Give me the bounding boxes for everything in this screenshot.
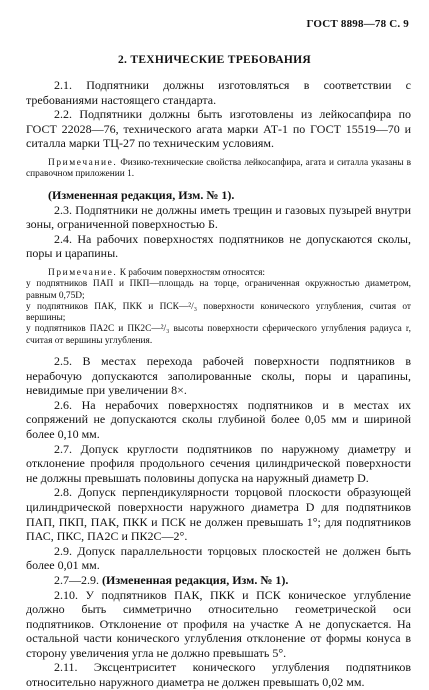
note-2-label: Примечание. — [48, 267, 118, 278]
edition-note-2-range: 2.7—2.9. — [54, 572, 99, 587]
paragraph-2-3: 2.3. Подпятники не должны иметь трещин и газовых пузырей внутри зоны, ограниченной поверхностью Б. — [26, 202, 411, 232]
note-2-line-1: у подпятников ПАП и ПКП—площадь на торце, ограниченная окружностью диаметром, равным 0,75D; — [26, 279, 411, 301]
note-2-line-2: у подпятников ПАК, ПКК и ПСК—²/₃ поверхности конического углубления, считая от вершины; — [26, 301, 411, 324]
note-2-line-3: у подпятников ПА2С и ПК2С—²/₃ высоты поверхности сферического углубления радиуса r, считая от вершины углубления. — [26, 324, 411, 346]
edition-note-1: (Измененная редакция, Изм. № 1). — [48, 187, 235, 202]
section-title: 2. ТЕХНИЧЕСКИЕ ТРЕБОВАНИЯ — [117, 54, 312, 66]
paragraph-2-4: 2.4. На рабочих поверхностях подпятников не допускаются сколы, поры и царапины. — [26, 231, 411, 261]
note-1-label: Примечание. — [48, 157, 118, 168]
page-header: ГОСТ 8898—78 С. 9 — [306, 18, 409, 30]
note-1 — [26, 158, 411, 181]
paragraph-2-1: 2.1. Подпятники должны изготовляться в соответствии с требованиями настоящего стандарта. — [26, 78, 411, 107]
paragraph-2-9: 2.9. Допуск параллельности торцовых плоскостей не должен быть более 0,01 мм. — [26, 543, 411, 573]
paragraph-2-11: 2.11. Эксцентриситет конического углубления подпятников относительно наружного диаметра не должен превышать 0,02 мм. — [26, 660, 411, 690]
edition-note-2 — [26, 573, 411, 588]
note-2 — [26, 268, 411, 347]
paragraph-2-2: 2.2. Подпятники должны быть изготовлены из лейкосапфира по ГОСТ 22028—76, технического агата марки АТ-1 по ГОСТ 15519—70 и ситалла марки ТЦ-27 по техническим условиям. — [26, 107, 411, 151]
paragraph-2-7: 2.7. Допуск круглости подпятников по наружному диаметру и отклонение профиля продольного сечения цилиндрической поверхности не должны превышать половины допуска на наружный диаметр D. — [26, 441, 411, 485]
note-2-intro: К рабочим поверхностям относятся: — [119, 267, 266, 278]
paragraph-2-8: 2.8. Допуск перпендикулярности торцовой плоскости образующей цилиндрической поверхности наружного диаметра D для подпятников ПАП, ПКП, ПАК, ПКК и ПСК не должен превышать 1°; для подпятников ПАС, ПКС, ПА2С и ПК2С—2°. — [26, 485, 411, 544]
paragraph-2-6: 2.6. На нерабочих поверхностях подпятников и в местах их сопряжений не допускаются сколы глубиной более 0,05 мм и шириной более 0,10 мм. — [26, 397, 411, 441]
note-1-text: Физико-технические свойства лейкосапфира, агата и ситалла указаны в справочном приложении 1. — [26, 157, 411, 180]
document-body — [26, 78, 411, 690]
paragraph-2-10: 2.10. У подпятников ПАК, ПКК и ПСК коническое углубление должно быть симметрично относительно геометрической оси подпятников. Отклонение от профиля на участке А не допускается. На остальной части конического углубления отклонение от формы конуса в сторону увеличения угла не должно превышать 5°. — [26, 587, 411, 660]
edition-note-2-text: (Измененная редакция, Изм. № 1). — [102, 572, 289, 587]
paragraph-2-5: 2.5. В местах перехода рабочей поверхности подпятников в нерабочую допускаются заполированные сколы, поры и царапины, невидимые при увеличении 8×. — [26, 354, 411, 398]
